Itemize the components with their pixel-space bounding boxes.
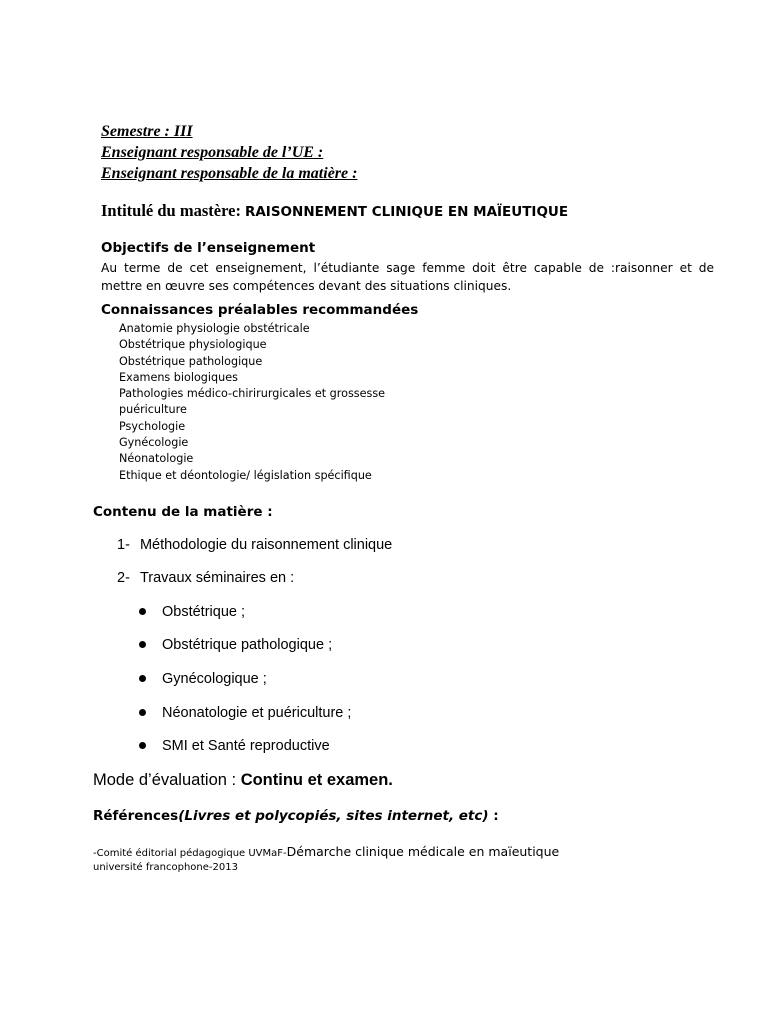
- intitule-line: [101, 201, 568, 221]
- contenu-heading: Contenu de la matière :: [93, 504, 273, 520]
- evaluation-value: Continu et examen.: [240, 771, 393, 789]
- enseignant-ue-line: Enseignant responsable de l’UE :: [101, 144, 324, 161]
- references-heading: [93, 808, 499, 824]
- evaluation-label: Mode d’évaluation :: [93, 771, 241, 789]
- evaluation-line: [93, 771, 393, 790]
- objectifs-text: Au terme de cet enseignement, l’étudiante sage femme doit être capable de :raisonner et de mettre en œuvre ses compétences devant des situations cliniques.: [101, 261, 714, 293]
- list-item: Ethique et déontologie/ législation spécifique: [119, 468, 372, 482]
- enseignant-matiere-line: Enseignant responsable de la matière :: [101, 165, 358, 182]
- list-item: Examens biologiques: [119, 370, 238, 384]
- list-item: Gynécologie: [119, 436, 189, 450]
- connaissances-list: [119, 321, 385, 484]
- bullet-text: Obstétrique pathologique ;: [162, 637, 333, 653]
- reference-publisher: université francophone-2013: [93, 862, 238, 873]
- list-item: Obstétrique pathologique: [119, 354, 263, 368]
- bullet-icon: [139, 742, 146, 749]
- item-text: Méthodologie du raisonnement clinique: [139, 537, 393, 553]
- list-item: Obstétrique physiologique: [119, 338, 267, 352]
- list-item: Psychologie: [119, 419, 186, 433]
- reference-entry: [93, 843, 559, 861]
- item-number: 1-: [117, 537, 130, 553]
- bullet-icon: [139, 675, 146, 682]
- numbered-item-1: [117, 537, 392, 553]
- references-heading-italic: (Livres et polycopiés, sites internet, etc): [178, 808, 489, 824]
- references-heading-colon: :: [488, 808, 499, 824]
- reference-source: -Comité éditorial pédagogique UVMaF-: [93, 848, 287, 859]
- bullet-text: Néonatologie et puériculture ;: [162, 705, 352, 721]
- bullet-text: Gynécologique ;: [162, 671, 267, 687]
- reference-title: Démarche clinique médicale en maïeutique: [286, 844, 560, 859]
- bullet-icon: [139, 608, 146, 615]
- connaissances-heading: Connaissances préalables recommandées: [101, 302, 419, 318]
- bullet-icon: [139, 641, 146, 648]
- intitule-prefix: Intitulé du mastère: [101, 201, 236, 220]
- list-item: puériculture: [119, 403, 187, 417]
- objectifs-heading: Objectifs de l’enseignement: [101, 240, 316, 256]
- bullet-text: Obstétrique ;: [162, 604, 246, 620]
- item-number: 2-: [117, 570, 130, 586]
- list-item: Pathologies médico-chirirurgicales et grossesse: [119, 387, 386, 401]
- references-heading-bold: Références: [93, 808, 179, 824]
- list-item: Néonatologie: [119, 452, 194, 466]
- bullet-text: SMI et Santé reproductive: [162, 738, 330, 754]
- bullet-item: [139, 705, 351, 721]
- bullet-item: [139, 738, 330, 754]
- intitule-colon: :: [235, 201, 241, 220]
- bullet-item: [139, 604, 245, 620]
- numbered-item-2: [117, 570, 294, 586]
- bullet-item: [139, 637, 332, 653]
- semestre-line: Semestre : III: [101, 123, 193, 140]
- intitule-title: RAISONNEMENT CLINIQUE EN MAÏEUTIQUE: [244, 204, 569, 220]
- bullet-icon: [139, 709, 146, 716]
- bullet-item: [139, 671, 267, 687]
- list-item: Anatomie physiologie obstétricale: [119, 322, 310, 335]
- item-text: Travaux séminaires en :: [139, 570, 295, 586]
